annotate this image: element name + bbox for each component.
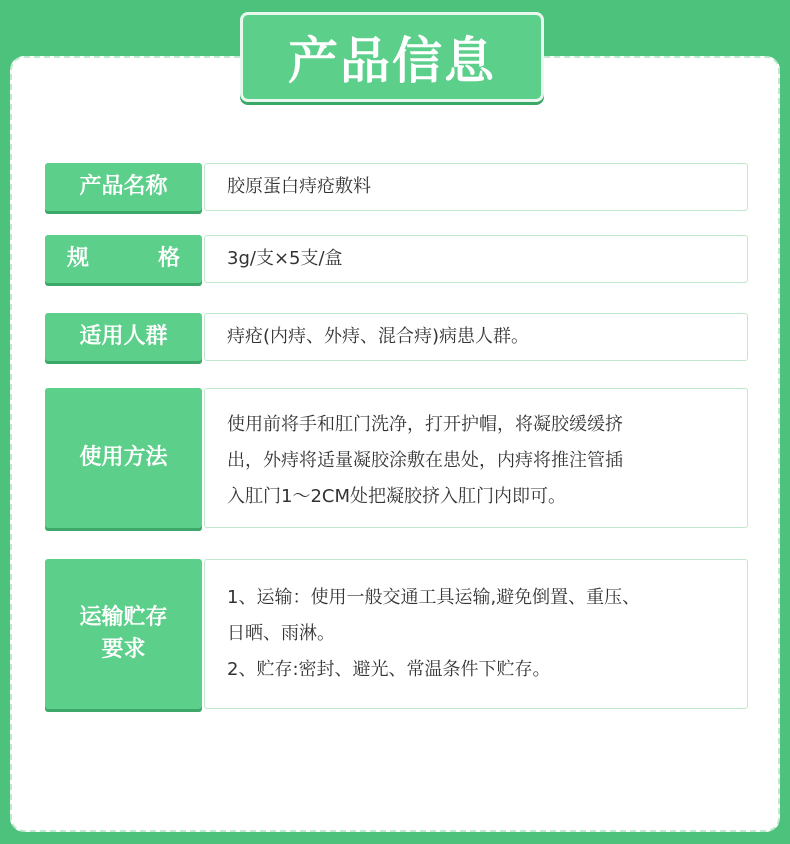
value-audience: 痔疮(内痔、外痔、混合痔)病患人群。	[204, 313, 748, 361]
storage-line: 1、运输：使用一般交通工具运输,避免倒置、重压、	[227, 587, 641, 608]
label-spec-part-2: 格	[157, 246, 180, 271]
label-storage-line-2: 要求	[101, 637, 146, 662]
value-storage	[204, 559, 748, 709]
value-usage	[204, 388, 748, 528]
row-storage	[45, 559, 748, 709]
usage-line: 入肛门1～2CM处把凝胶挤入肛门内即可。	[227, 486, 567, 507]
page-title: 产品信息	[288, 32, 496, 90]
row-product-name	[45, 163, 748, 211]
label-spec-part-1: 规	[67, 246, 90, 271]
row-usage	[45, 388, 748, 528]
label-storage-line-1: 运输贮存	[79, 605, 168, 630]
row-audience	[45, 313, 748, 361]
label-storage	[45, 559, 202, 709]
storage-line: 2、贮存:密封、避光、常温条件下贮存。	[227, 659, 551, 680]
label-usage: 使用方法	[45, 388, 202, 528]
storage-line: 日晒、雨淋。	[227, 623, 335, 644]
value-product-name: 胶原蛋白痔疮敷料	[204, 163, 748, 211]
value-spec: 3g/支×5支/盒	[204, 235, 748, 283]
label-spec	[45, 235, 202, 283]
title-banner	[240, 12, 544, 102]
row-spec	[45, 235, 748, 283]
usage-line: 出，外痔将适量凝胶涂敷在患处，内痔将推注管插	[227, 450, 623, 471]
label-audience: 适用人群	[45, 313, 202, 361]
usage-line: 使用前将手和肛门洗净，打开护帽，将凝胶缓缓挤	[227, 414, 623, 435]
label-product-name: 产品名称	[45, 163, 202, 211]
